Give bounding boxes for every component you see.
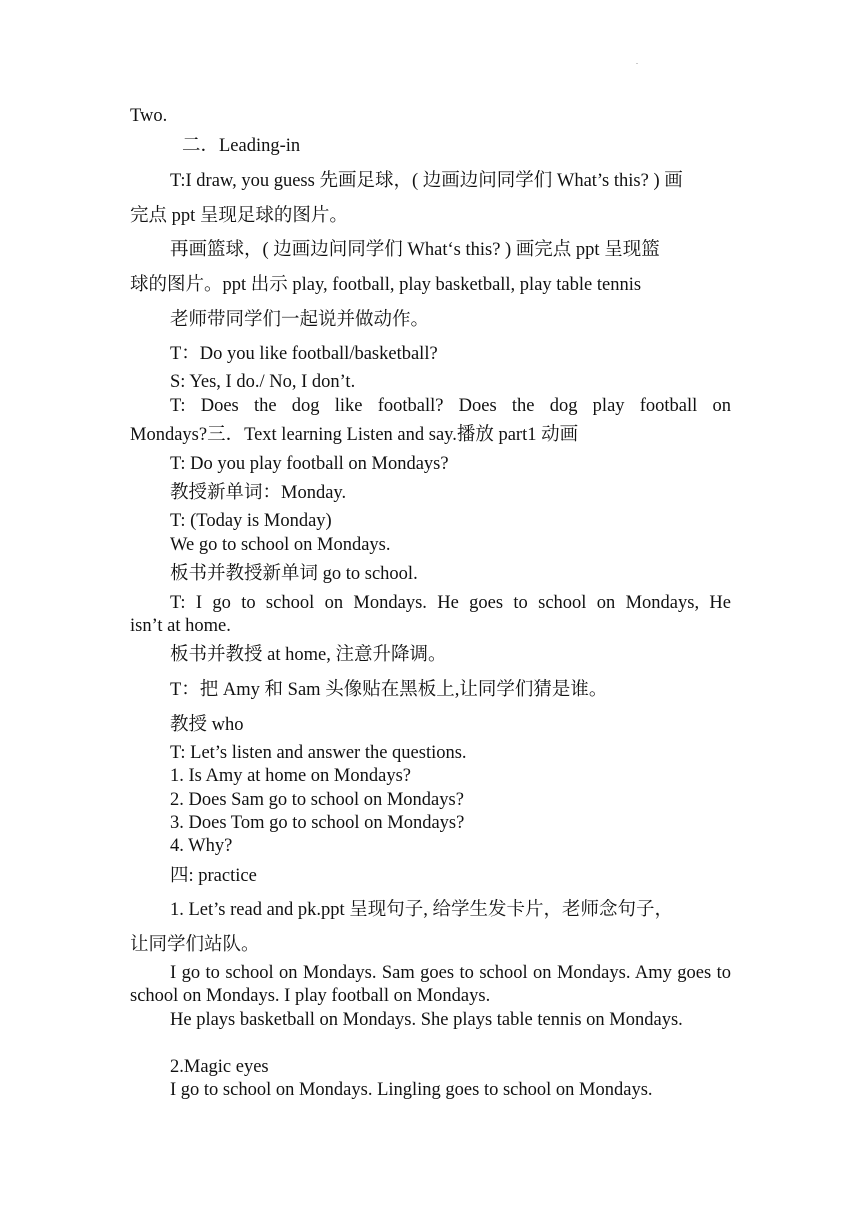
- text-line-7: 老师带同学们一起说并做动作。: [170, 310, 430, 330]
- section-heading-text-learning: Mondays?三．Text learning Listen and say.播放 part1 动画: [130, 425, 579, 445]
- text-line-10: T: Does the dog like football? Does the dog play football on: [170, 396, 731, 416]
- text-line-19: 板书并教授 at home, 注意升降调。: [170, 645, 447, 665]
- text-line-4: 完点 ppt 呈现足球的图片。: [130, 206, 348, 226]
- section-heading-practice: 四: practice: [170, 866, 257, 886]
- text-line-8: T：Do you like football/basketball?: [170, 344, 438, 364]
- text-line-14: T: (Today is Monday): [170, 511, 332, 531]
- text-line-1: Two.: [130, 106, 168, 126]
- text-line-last: I go to school on Mondays. Lingling goes to school on Mondays.: [170, 1080, 653, 1100]
- question-2: 2. Does Sam go to school on Mondays?: [170, 790, 464, 810]
- page-marker: .: [636, 57, 638, 66]
- text-line-18: isn’t at home.: [130, 616, 231, 636]
- text-line-9: S: Yes, I do./ No, I don’t.: [170, 372, 356, 392]
- text-line-13: 教授新单词：Monday.: [170, 483, 347, 503]
- question-4: 4. Why?: [170, 836, 233, 856]
- text-line-5: 再画篮球，( 边画边问同学们 What‘s this? ) 画完点 ppt 呈现篮: [170, 240, 660, 260]
- section-heading-leading-in: 二．Leading-in: [182, 136, 301, 156]
- text-line-magic-eyes: 2.Magic eyes: [170, 1057, 269, 1077]
- question-1: 1. Is Amy at home on Mondays?: [170, 766, 411, 786]
- text-line-12: T: Do you play football on Mondays?: [170, 454, 449, 474]
- text-line-16: 板书并教授新单词 go to school.: [170, 564, 418, 584]
- practice-paragraph-1: I go to school on Mondays. Sam goes to school on Mondays. Amy goes to school on Mondays. I play football on Mondays.: [130, 963, 731, 1006]
- text-line-29: 让同学们站队。: [130, 935, 260, 955]
- text-line-15: We go to school on Mondays.: [170, 535, 391, 555]
- text-line-3: T:I draw, you guess 先画足球，( 边画边问同学们 What’s this? ) 画: [170, 171, 683, 191]
- text-line-6: 球的图片。ppt 出示 play, football, play basketball, play table tennis: [130, 275, 642, 295]
- question-3: 3. Does Tom go to school on Mondays?: [170, 813, 465, 833]
- text-line-22: T: Let’s listen and answer the questions.: [170, 743, 467, 763]
- practice-paragraph-2: He plays basketball on Mondays. She plays table tennis on Mondays.: [170, 1010, 683, 1030]
- text-line-17: T: I go to school on Mondays. He goes to school on Mondays, He: [170, 593, 731, 613]
- text-line-21: 教授 who: [170, 715, 244, 735]
- text-line-20: T：把 Amy 和 Sam 头像贴在黑板上,让同学们猜是谁。: [170, 680, 608, 700]
- text-line-28: 1. Let’s read and pk.ppt 呈现句子, 给学生发卡片，老师念句子，: [170, 900, 674, 920]
